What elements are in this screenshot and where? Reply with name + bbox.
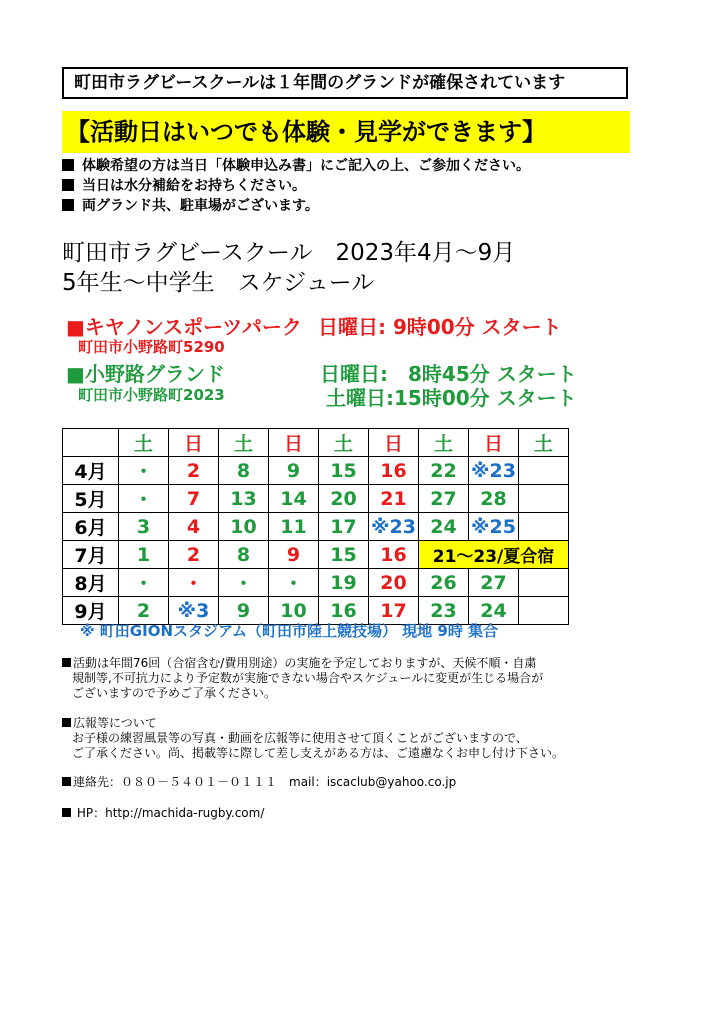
date-cell: 9 [219, 597, 269, 625]
date-cell: 2 [169, 457, 219, 485]
date-cell [519, 597, 569, 625]
venue-onoji-address: 町田市小野路町2023 [78, 386, 225, 404]
venue-onoji-time-sunday: 日曜日: 8時45分 スタート [320, 362, 577, 386]
square-bullet-icon [62, 718, 71, 727]
heading-line2: 5年生～中学生 スケジュール [62, 270, 375, 296]
date-cell: 19 [319, 569, 369, 597]
homepage-line: HP：http://machida-rugby.com/ [62, 806, 264, 821]
date-cell: 16 [369, 541, 419, 569]
header-cell: 日 [469, 429, 519, 457]
table-row [63, 513, 569, 541]
date-cell: 16 [369, 457, 419, 485]
date-cell: ※3 [169, 597, 219, 625]
month-cell: 5月 [63, 485, 119, 513]
square-bullet-icon [62, 808, 71, 817]
venue-canon-name: ■キヤノンスポーツパーク [66, 315, 302, 339]
date-cell: 16 [319, 597, 369, 625]
date-cell: 15 [319, 457, 369, 485]
date-cell: 8 [219, 541, 269, 569]
date-cell: ・ [119, 485, 169, 513]
header-cell: 土 [219, 429, 269, 457]
date-cell: ※23 [369, 513, 419, 541]
date-cell: 17 [319, 513, 369, 541]
table-row [63, 541, 569, 569]
month-cell: 4月 [63, 457, 119, 485]
table-row [63, 457, 569, 485]
date-cell: 7 [169, 485, 219, 513]
header-cell: 土 [119, 429, 169, 457]
activity-paragraph: 活動は年間76回（合宿含む/費用別途）の実施を予定しておりますが、天候不順・自粛 規制等,不可抗力により予定数が実施できない場合やスケジュールに変更が生じる場合が ございますので予めご了承ください。 [62, 656, 543, 701]
trial-banner: 【活動日はいつでも体験・見学ができます】 [62, 111, 630, 153]
table-row [63, 485, 569, 513]
date-cell: 27 [469, 569, 519, 597]
date-cell: 9 [269, 541, 319, 569]
square-bullet-icon [62, 179, 74, 191]
date-cell: 1 [119, 541, 169, 569]
date-cell: 15 [319, 541, 369, 569]
top-notice-text: 町田市ラグビースクールは１年間のグランドが確保されています [74, 73, 566, 93]
date-cell: 14 [269, 485, 319, 513]
date-cell: 22 [419, 457, 469, 485]
schedule-heading [62, 238, 515, 298]
header-cell: 土 [419, 429, 469, 457]
date-cell: 10 [219, 513, 269, 541]
square-bullet-icon [62, 658, 71, 667]
date-cell: ※23 [469, 457, 519, 485]
date-cell: 20 [319, 485, 369, 513]
date-cell: 26 [419, 569, 469, 597]
date-cell: ・ [119, 457, 169, 485]
month-cell: 7月 [63, 541, 119, 569]
pr-paragraph: 広報等について お子様の練習風景等の写真・動画を広報等に使用させて頂くことがございますので、 ご了承ください。尚、掲載等に際して差し支えがある方は、ご遠慮なくお申し付け下さい。 [62, 716, 564, 761]
date-cell: 9 [269, 457, 319, 485]
month-cell: 9月 [63, 597, 119, 625]
date-cell: ・ [219, 569, 269, 597]
month-cell: 6月 [63, 513, 119, 541]
note-item: 体験希望の方は当日「体験申込み書」にご記入の上、ご参加ください。 [62, 156, 530, 176]
table-row [63, 569, 569, 597]
date-cell: 2 [169, 541, 219, 569]
date-cell [519, 513, 569, 541]
summer-camp-cell: 21～23/夏合宿 [419, 541, 569, 569]
date-cell: 24 [469, 597, 519, 625]
date-cell: 17 [369, 597, 419, 625]
date-cell: 4 [169, 513, 219, 541]
date-cell: 21 [369, 485, 419, 513]
stadium-note: ※ 町田GIONスタジアム（町田市陸上競技場） 現地 9時 集合 [80, 622, 499, 640]
date-cell: 24 [419, 513, 469, 541]
note-item: 両グランド共、駐車場がございます。 [62, 196, 530, 216]
date-cell: 3 [119, 513, 169, 541]
date-cell: ・ [119, 569, 169, 597]
date-cell: 27 [419, 485, 469, 513]
venue-onoji-name: ■小野路グランド [66, 362, 225, 386]
date-cell: ※25 [469, 513, 519, 541]
contact-line: 連絡先：０８０－５４０１－０１１１ mail：iscaclub@yahoo.co.jp [62, 775, 456, 790]
heading-line1: 町田市ラグビースクール 2023年4月～9月 [62, 240, 516, 266]
date-cell: 23 [419, 597, 469, 625]
square-bullet-icon [62, 199, 74, 211]
date-cell: 10 [269, 597, 319, 625]
notes-list [62, 156, 530, 216]
header-cell [63, 429, 119, 457]
top-notice [62, 67, 628, 99]
header-cell: 土 [519, 429, 569, 457]
header-cell: 日 [369, 429, 419, 457]
date-cell: 11 [269, 513, 319, 541]
date-cell [519, 569, 569, 597]
note-item: 当日は水分補給をお持ちください。 [62, 176, 530, 196]
square-bullet-icon [62, 777, 71, 786]
date-cell: 13 [219, 485, 269, 513]
date-cell: ・ [269, 569, 319, 597]
date-cell [519, 485, 569, 513]
venue-canon-address: 町田市小野路町5290 [78, 338, 225, 356]
month-cell: 8月 [63, 569, 119, 597]
date-cell [519, 457, 569, 485]
date-cell: 2 [119, 597, 169, 625]
header-cell: 日 [269, 429, 319, 457]
date-cell: 20 [369, 569, 419, 597]
date-cell: 8 [219, 457, 269, 485]
date-cell: 28 [469, 485, 519, 513]
square-bullet-icon [62, 159, 74, 171]
schedule-table [62, 428, 569, 625]
header-cell: 土 [319, 429, 369, 457]
date-cell: ・ [169, 569, 219, 597]
venue-onoji-time-saturday: 土曜日:15時00分 スタート [326, 386, 577, 410]
venue-canon-time: 日曜日: 9時00分 スタート [318, 315, 562, 339]
header-cell: 日 [169, 429, 219, 457]
table-header-row [63, 429, 569, 457]
